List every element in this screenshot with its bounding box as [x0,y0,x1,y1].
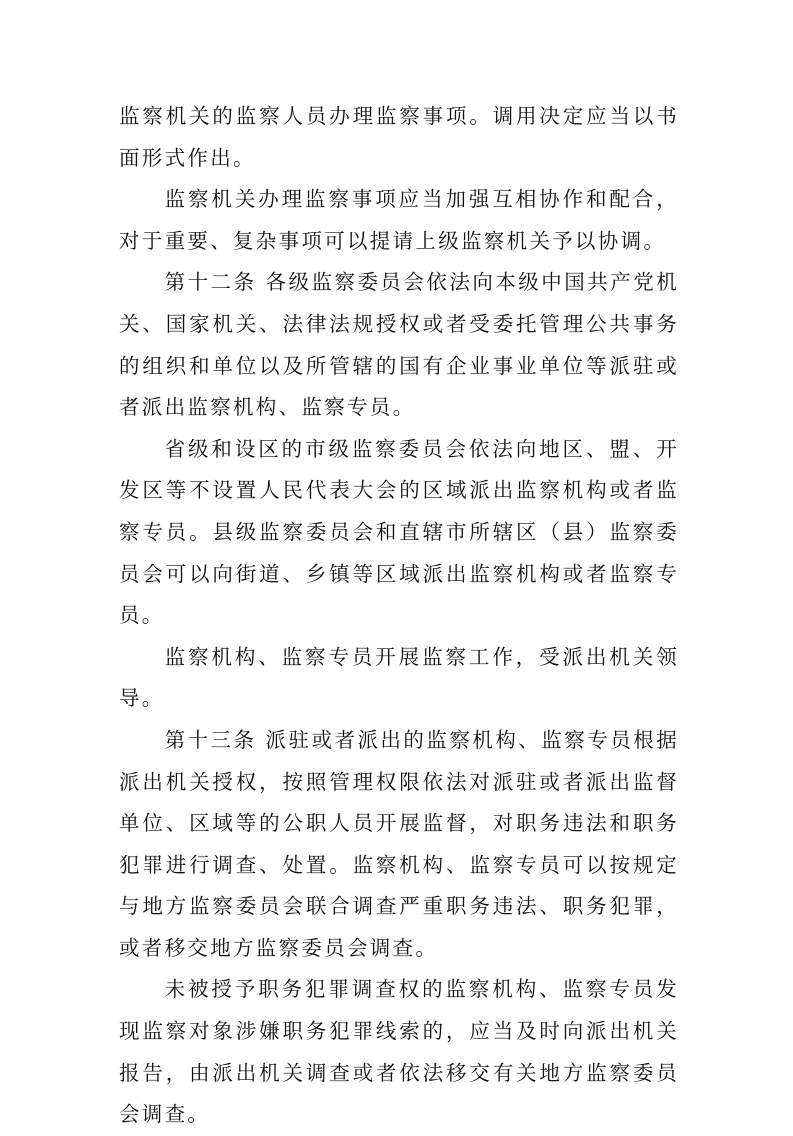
paragraph-cooperation: 监察机关办理监察事项应当加强互相协作和配合，对于重要、复杂事项可以提请上级监察机关予以协调。 [119,187,679,253]
paragraph-leadership: 监察机构、监察专员开展监察工作，受派出机关领导。 [119,644,679,711]
paragraph-article-13: 第十三条 派驻或者派出的监察机构、监察专员根据派出机关授权，按照管理权限依法对派驻或者派出监督单位、区域等的公职人员开展监督，对职务违法和职务犯罪进行调查、处置。监察机构、监察专员可以按规定与地方监察委员会联合调查严重职务违法、职务犯罪，或者移交地方监察委员会调查。 [119,727,679,960]
paragraph-article-12: 第十二条 各级监察委员会依法向本级中国共产党机关、国家机关、法律法规授权或者受委托管理公共事务的组织和单位以及所管辖的国有企业事业单位等派驻或者派出监察机构、监察专员。 [119,270,679,420]
document-body [119,96,679,1136]
paragraph-continuation: 监察机关的监察人员办理监察事项。调用决定应当以书面形式作出。 [119,104,679,170]
paragraph-regional-dispatch: 省级和设区的市级监察委员会依法向地区、盟、开发区等不设置人民代表大会的区域派出监察机构或者监察专员。县级监察委员会和直辖市所辖区（县）监察委员会可以向街道、乡镇等区域派出监察机构或者监察专员。 [119,436,679,628]
paragraph-reporting: 未被授予职务犯罪调查权的监察机构、监察专员发现监察对象涉嫌职务犯罪线索的，应当及时向派出机关报告，由派出机关调查或者依法移交有关地方监察委员会调查。 [119,977,679,1127]
